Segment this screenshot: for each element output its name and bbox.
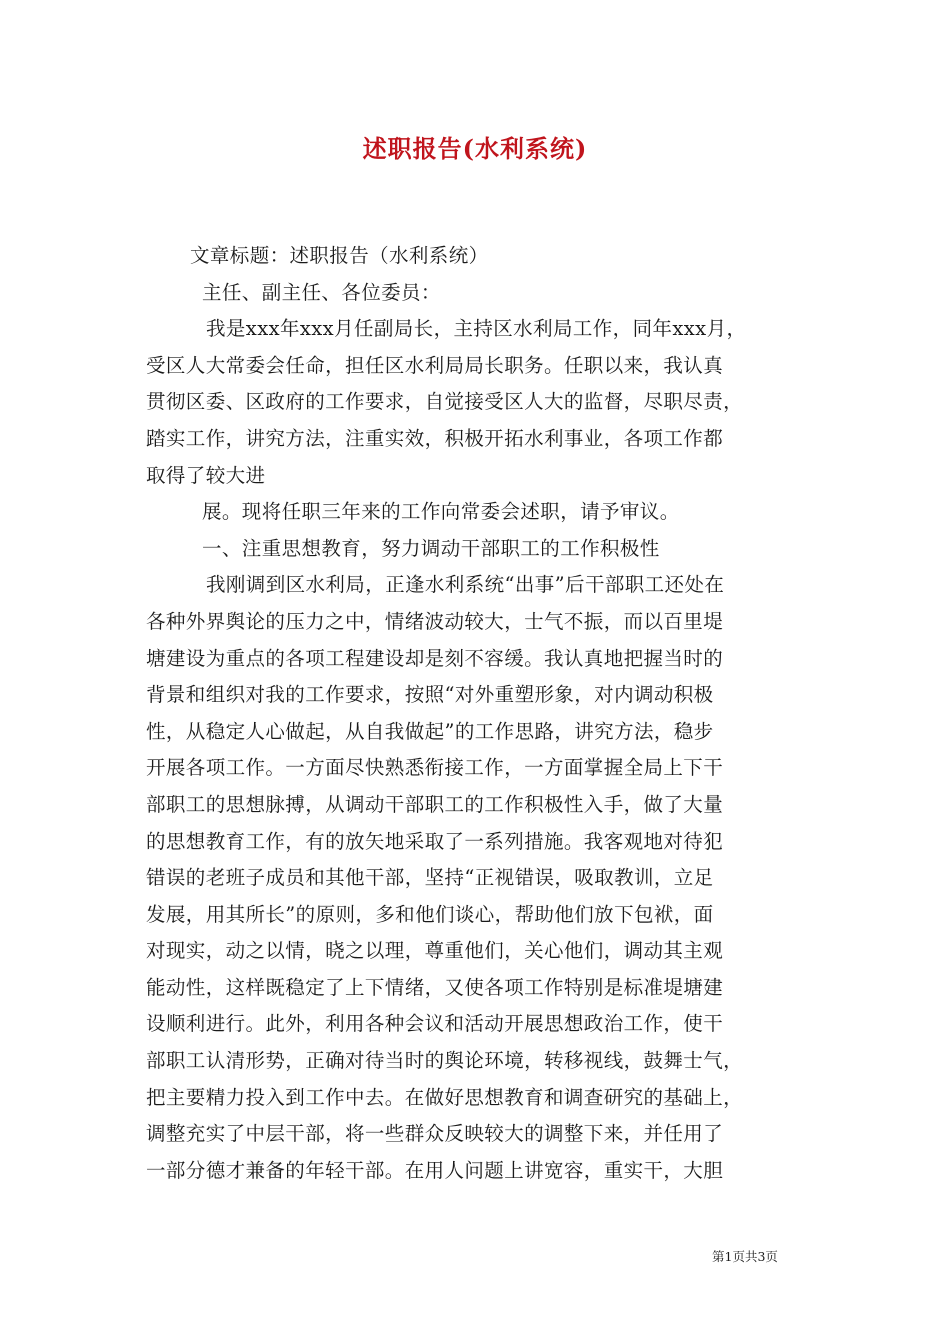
paragraph-line: 展。现将任职三年来的工作向常委会述职，请予审议。 (202, 500, 680, 524)
paragraph-line: 把主要精力投入到工作中去。在做好思想教育和调查研究的基础上， (146, 1085, 744, 1109)
section-heading: 一、注重思想教育，努力调动干部职工的工作积极性 (202, 536, 660, 560)
salutation-line: 主任、副主任、各位委员： (202, 280, 441, 304)
paragraph-line: 发展，用其所长”的原则，多和他们谈心，帮助他们放下包袱，面 (146, 902, 714, 926)
paragraph-line: 对现实，动之以情，晓之以理，尊重他们，关心他们，调动其主观 (146, 939, 724, 963)
paragraph-line: 调整充实了中层干部，将一些群众反映较大的调整下来，并任用了 (146, 1122, 724, 1146)
paragraph-line: 贯彻区委、区政府的工作要求，自觉接受区人大的监督，尽职尽责， (146, 390, 744, 414)
paragraph-line: 各种外界舆论的压力之中，情绪波动较大，士气不振，而以百里堤 (146, 609, 724, 633)
paragraph-line: 部职工认清形势，正确对待当时的舆论环境，转移视线，鼓舞士气， (146, 1049, 744, 1073)
paragraph-line: 能动性，这样既稳定了上下情绪，又使各项工作特别是标准堤塘建 (146, 975, 724, 999)
paragraph-line: 的思想教育工作，有的放矢地采取了一系列措施。我客观地对待犯 (146, 829, 724, 853)
paragraph-line: 取得了较大进 (146, 463, 266, 487)
document-title: 述职报告(水利系统) (362, 134, 588, 163)
page-number: 第1页共3页 (712, 1249, 778, 1264)
paragraph-line: 塘建设为重点的各项工程建设却是刻不容缓。我认真地把握当时的 (146, 646, 724, 670)
paragraph-line: 性，从稳定人心做起，从自我做起”的工作思路，讲究方法，稳步 (146, 719, 714, 743)
paragraph-line: 设顺利进行。此外，利用各种会议和活动开展思想政治工作，使干 (146, 1012, 724, 1036)
paragraph-line: 我是xxx年xxx月任副局长，主持区水利局工作，同年xxx月， (206, 317, 747, 341)
paragraph-line: 部职工的思想脉搏，从调动干部职工的工作积极性入手，做了大量 (146, 792, 724, 816)
paragraph-line: 踏实工作，讲究方法，注重实效，积极开拓水利事业，各项工作都 (146, 426, 724, 450)
paragraph-line: 错误的老班子成员和其他干部，坚持“正视错误，吸取教训，立足 (146, 866, 714, 890)
paragraph-line: 我刚调到区水利局，正逢水利系统“出事”后干部职工还处在 (206, 573, 725, 597)
paragraph-line: 受区人大常委会任命，担任区水利局局长职务。任职以来，我认真 (146, 353, 724, 377)
article-title-line: 文章标题：述职报告（水利系统） (190, 244, 489, 267)
document-body (146, 238, 806, 1189)
paragraph-line: 开展各项工作。一方面尽快熟悉衔接工作，一方面掌握全局上下干 (146, 756, 724, 780)
paragraph-line: 一部分德才兼备的年轻干部。在用人问题上讲宽容，重实干，大胆 (146, 1158, 724, 1182)
paragraph-line: 背景和组织对我的工作要求，按照“对外重塑形象，对内调动积极 (146, 683, 714, 707)
